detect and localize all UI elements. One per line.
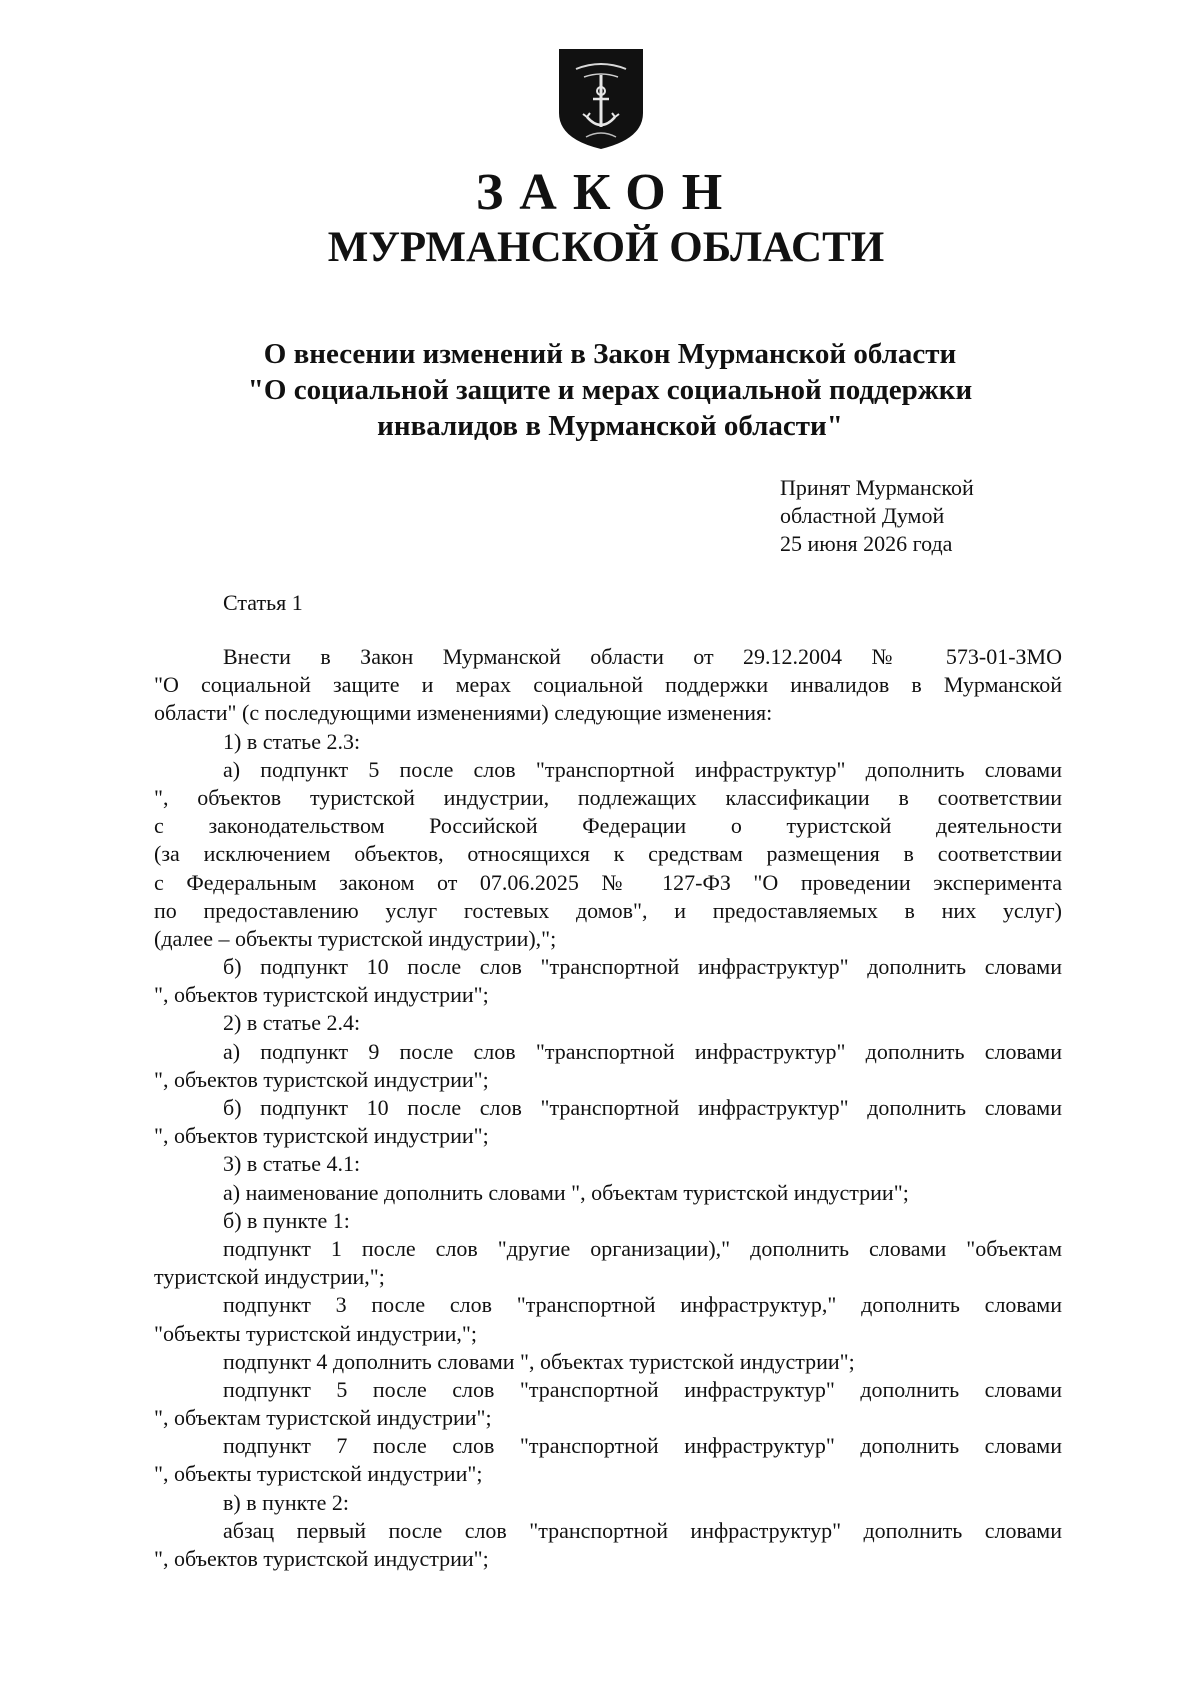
body-line: 3) в статье 4.1: (223, 1151, 361, 1177)
body-line: б) подпункт 10 после слов "транспортной инфраструктур" дополнить словами (223, 1095, 1062, 1120)
body-line: подпункт 1 после слов "другие организации)," дополнить словами "объектам (223, 1235, 1062, 1261)
adoption-line: Принят Мурманской (780, 475, 974, 500)
body-line: ", объектов туристской индустрии"; (154, 1123, 489, 1149)
adoption-line: 25 июня 2026 года (780, 531, 953, 556)
body-line: ", объектов туристской индустрии"; (154, 1066, 489, 1092)
heading-line: "О социальной защите и мерах социальной поддержки (247, 374, 973, 406)
body-line: абзац первый после слов "транспортной инфраструктур" дополнить словами (223, 1517, 1062, 1543)
heading-line: О внесении изменений в Закон Мурманской области (263, 338, 957, 370)
body-line: ", объектов туристской индустрии"; (154, 982, 489, 1008)
body-line: ", объектов туристской индустрии, подлежащих классификации в соответствии (154, 784, 1062, 810)
heading-line: инвалидов в Мурманской области" (377, 410, 843, 442)
body-line: а) подпункт 5 после слов "транспортной инфраструктур" дополнить словами (223, 756, 1062, 782)
body-line: туристской индустрии,"; (154, 1264, 385, 1290)
body-line: подпункт 3 после слов "транспортной инфраструктур," дополнить словами (223, 1292, 1062, 1318)
body-line: с Федеральным законом от 07.06.2025 № 127-ФЗ "О проведении эксперимента (154, 869, 1062, 895)
body-line: в) в пункте 2: (223, 1489, 350, 1515)
body-line: ", объектам туристской индустрии"; (154, 1405, 492, 1431)
law-title: ЗАКОН (475, 164, 739, 221)
adoption-line: областной Думой (780, 503, 945, 528)
body-line: а) подпункт 9 после слов "транспортной инфраструктур" дополнить словами (223, 1038, 1062, 1064)
law-subtitle: МУРМАНСКОЙ ОБЛАСТИ (327, 224, 885, 271)
body-line: ", объекты туристской индустрии"; (154, 1461, 483, 1487)
body-line: (далее – объекты туристской индустрии),"; (154, 925, 557, 951)
article-label: Статья 1 (223, 590, 303, 615)
body-line: б) в пункте 1: (223, 1207, 350, 1233)
body-line: 1) в статье 2.3: (223, 728, 361, 754)
body-line: "объекты туристской индустрии,"; (154, 1320, 477, 1346)
article-body (154, 643, 1062, 1573)
body-line: по предоставлению услуг гостевых домов", и предоставляемых в них услуг) (154, 897, 1062, 923)
body-line: (за исключением объектов, относящихся к средствам размещения в соответствии (154, 841, 1062, 867)
body-line: области" (с последующими изменениями) следующие изменения: (154, 700, 773, 726)
body-line: ", объектов туристской индустрии"; (154, 1546, 489, 1571)
body-line: 2) в статье 2.4: (223, 1010, 361, 1036)
body-line: б) подпункт 10 после слов "транспортной инфраструктур" дополнить словами (223, 954, 1062, 980)
law-heading (150, 336, 1070, 444)
body-line: с законодательством Российской Федерации о туристской деятельности (154, 813, 1062, 839)
coat-of-arms-emblem (556, 47, 646, 151)
body-line: "О социальной защите и мерах социальной поддержки инвалидов в Мурманской (154, 672, 1062, 698)
adoption-note (780, 474, 974, 558)
body-line: а) наименование дополнить словами ", объектам туристской индустрии"; (223, 1179, 909, 1205)
body-line: Внести в Закон Мурманской области от 29.12.2004 № 573-01-ЗМО (223, 644, 1062, 669)
body-line: подпункт 7 после слов "транспортной инфраструктур" дополнить словами (223, 1433, 1062, 1459)
body-line: подпункт 5 после слов "транспортной инфраструктур" дополнить словами (223, 1376, 1062, 1402)
body-line: подпункт 4 дополнить словами ", объектах туристской индустрии"; (223, 1348, 855, 1374)
